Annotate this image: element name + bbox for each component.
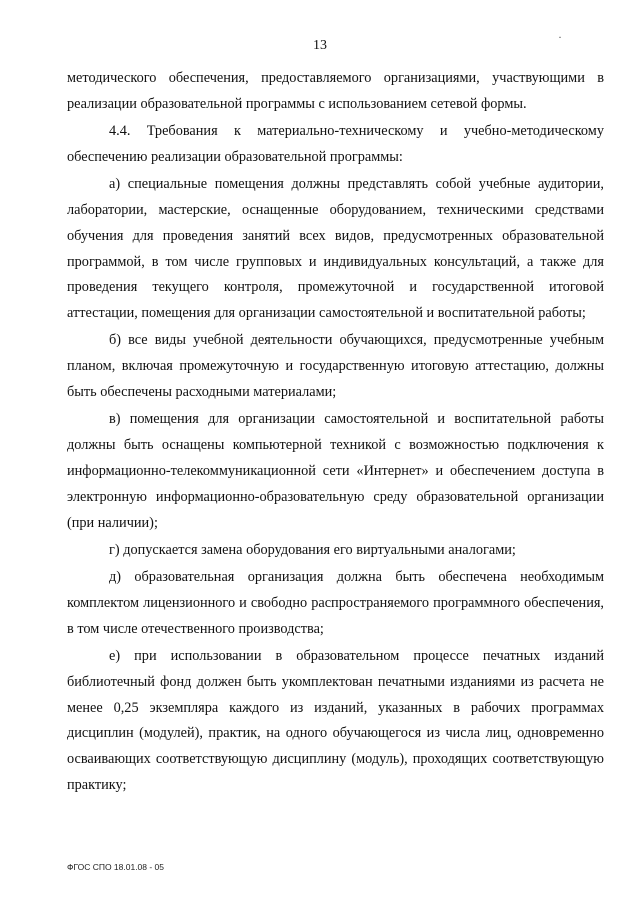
paragraph-item-e: е) при использовании в образовательном процессе печатных изданий библиотечный фонд должен быть укомплектован печатными изданиями из расчета не менее 0,25 экземпляра каждого из изданий, указанных в рабочих программах дисциплин (модулей), практик, на одного обучающегося из числа лиц, одновременно осваивающих соответствующую дисциплину (модуль), проходящих соответствующую практику; [67, 648, 604, 794]
paragraph-section-4-4: 4.4. Требования к материально-техническому и учебно-методическому обеспечению реализации образовательной программы: [67, 123, 604, 165]
corner-mark: · [558, 30, 562, 44]
paragraph-item-d: д) образовательная организация должна быть обеспечена необходимым комплектом лицензионного и свободно распространяемого программного обеспечения, в том числе отечественного производства; [67, 569, 604, 637]
paragraph-item-b: б) все виды учебной деятельности обучающихся, предусмотренные учебным планом, включая промежуточную и государственную итоговую аттестацию, должны быть обеспечены расходными материалами; [67, 332, 604, 401]
paragraph-item-g: г) допускается замена оборудования его виртуальными аналогами; [109, 541, 516, 558]
paragraph-item-a: а) специальные помещения должны представлять собой учебные аудитории, лаборатории, мастерские, оснащенные оборудованием, техническими средствами обучения для проведения занятий всех видов, предусмотренных образовательной программой, в том числе групповых и индивидуальных консультаций, а также для проведения текущего контроля, промежуточной и государственной итоговой аттестации, помещения для организации самостоятельной и воспитательной работы; [67, 176, 604, 322]
paragraph-item-v: в) помещения для организации самостоятельной и воспитательной работы должны быть оснащены компьютерной техникой с возможностью подключения к информационно-телекоммуникационной сети «Интернет» и обеспечением доступа в электронную информационно-образовательную среду образовательной организации (при наличии); [67, 411, 604, 531]
page-number: 13 [313, 38, 327, 53]
footer-standard-code: ФГОС СПО 18.01.08 - 05 [67, 862, 165, 872]
paragraph-continuation: методического обеспечения, предоставляемого организациями, участвующими в реализации образовательной программы с использованием сетевой формы. [67, 70, 604, 112]
page-body [67, 66, 604, 799]
